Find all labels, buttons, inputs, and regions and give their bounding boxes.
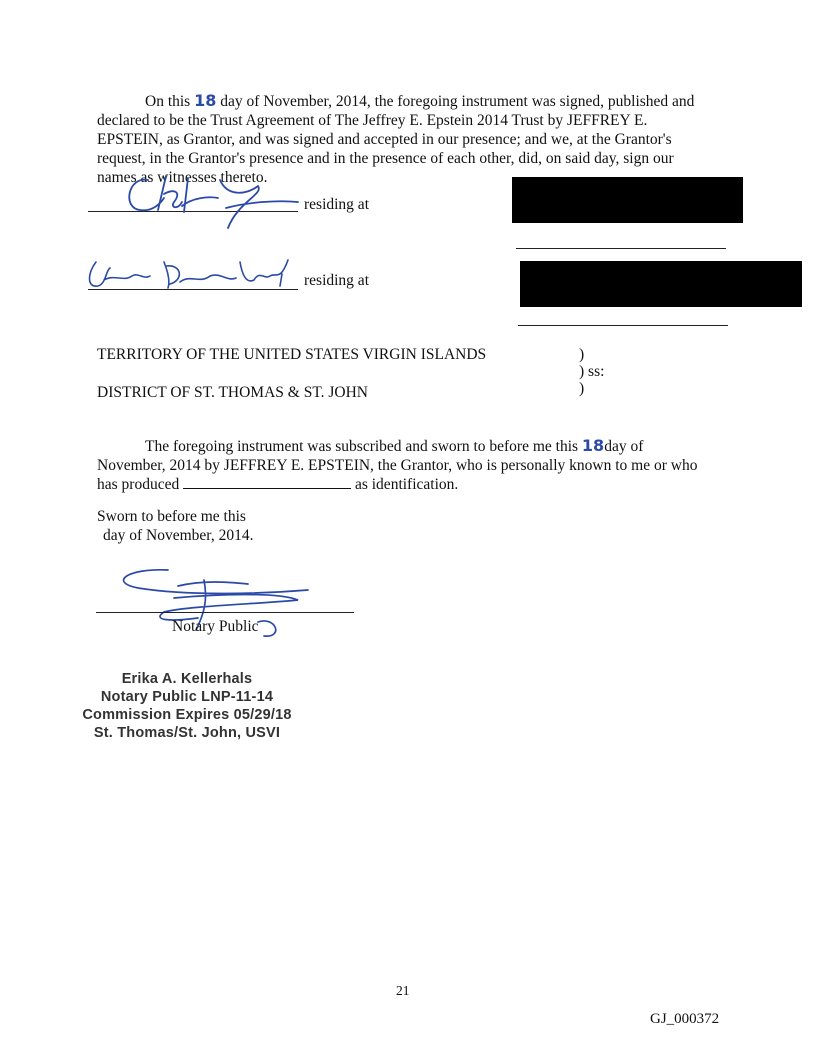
notary-stamp [82,670,292,742]
witness2-signature [84,252,294,300]
notary-public-label: Notary Public [172,618,259,635]
text-segment: as identification. [351,476,459,493]
paragraph-line [97,475,737,494]
text-segment: has produced [97,476,184,493]
handwritten-day: 18 [194,91,217,110]
witness1-signature [108,168,308,228]
bracket-line: ) ss: [579,363,605,380]
text-segment: day of [604,438,644,455]
bracket-line: ) [579,380,585,397]
sworn-line: Sworn to before me this [97,508,246,525]
venue-territory: TERRITORY OF THE UNITED STATES VIRGIN ISLANDS [97,346,487,363]
bates-number: GJ_000372 [650,1011,720,1027]
redaction-box [520,261,802,307]
notary-jurat-paragraph [97,436,737,494]
witness2-residing-label: residing at [304,272,369,289]
venue-district: DISTRICT OF ST. THOMAS & ST. JOHN [97,384,369,401]
stamp-expiry: Commission Expires 05/29/18 [82,707,292,723]
text-segment: day of November, 2014, the foregoing instrument was signed, published and [216,93,695,110]
page-number: 21 [396,983,410,998]
text-segment: The foregoing instrument was subscribed and sworn to before me this [145,438,582,455]
stamp-name: Erika A. Kellerhals [121,671,253,687]
identification-blank [183,475,351,489]
paragraph-line [97,91,737,111]
notary-signature-line [96,612,354,613]
stamp-number: Notary Public LNP-11-14 [100,689,274,705]
paragraph-line: names as witnesses thereto. [97,169,268,186]
paragraph-line: request, in the Grantor's presence and in the presence of each other, did, on said day, sign our [97,150,674,167]
bracket-line: ) [579,346,585,363]
paragraph-line: EPSTEIN, as Grantor, and was signed and accepted in our presence; and we, at the Grantor's [97,131,672,148]
paragraph-line [97,436,737,456]
sworn-line: day of November, 2014. [103,527,254,544]
text-segment: On this [145,93,195,110]
witness2-address-line [518,325,728,326]
paragraph-line: declared to be the Trust Agreement of The Jeffrey E. Epstein 2014 Trust by JEFFREY E. [97,112,648,129]
redaction-box [512,177,743,223]
stamp-location: St. Thomas/St. John, USVI [93,725,281,741]
handwritten-day: 18 [581,436,605,455]
witness1-address-line [516,248,726,249]
paragraph-line: November, 2014 by JEFFREY E. EPSTEIN, the Grantor, who is personally known to me or who [97,457,698,474]
sworn-block [97,507,253,545]
venue-ss-bracket [579,346,604,397]
witness1-residing-label: residing at [304,196,369,213]
